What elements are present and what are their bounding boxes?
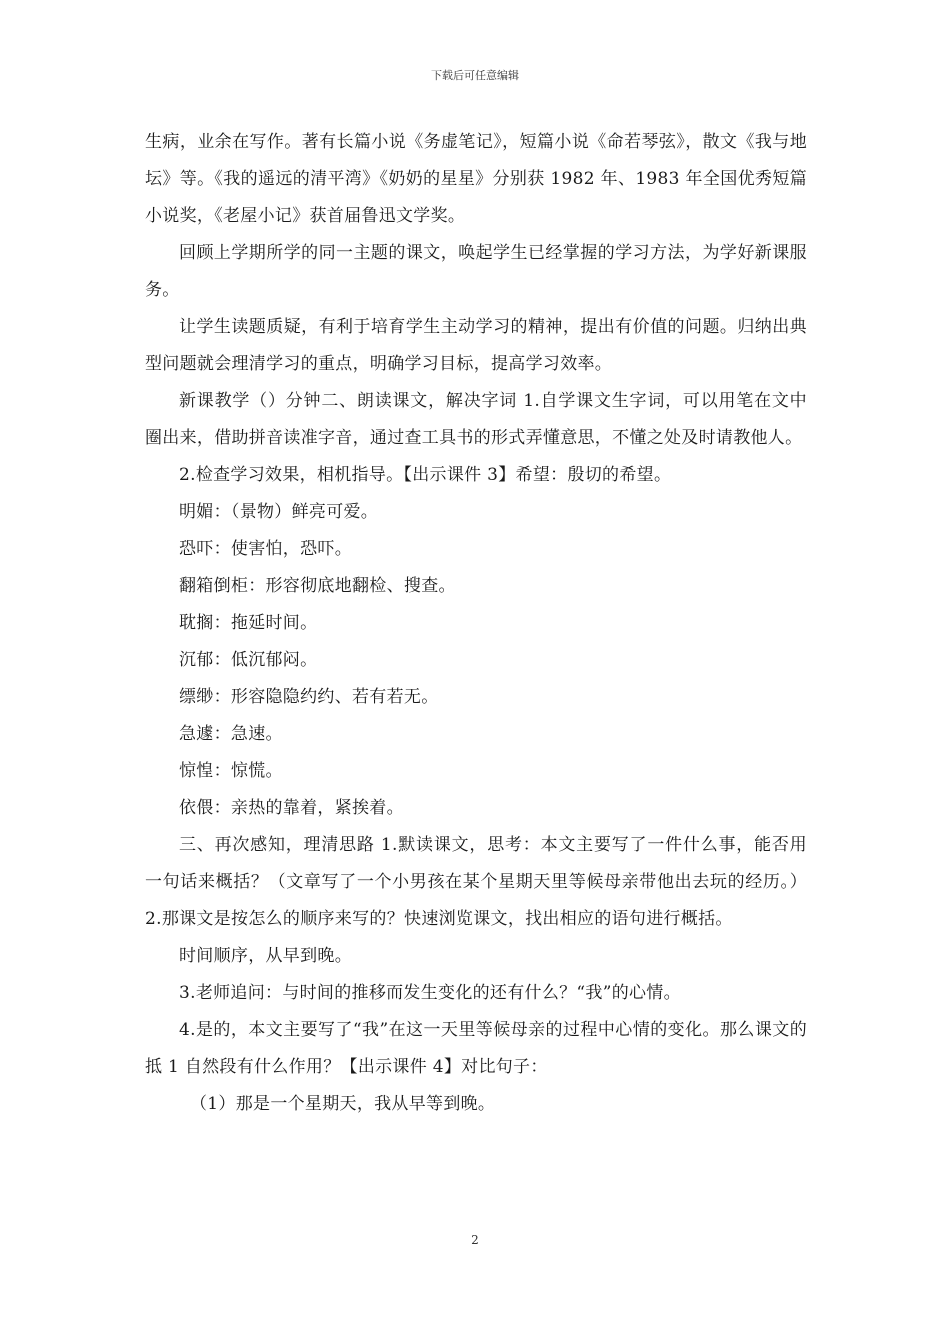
vocab-item: 缥缈：形容隐隐约约、若有若无。: [179, 687, 439, 707]
vocab-item: 惊惶：惊慌。: [179, 761, 283, 781]
paragraph-1: 生病，业余在写作。著有长篇小说《务虚笔记》，短篇小说《命若琴弦》，散文《我与地坛》等。《我的遥远的清平湾》《奶奶的星星》分别获 1982 年、1983 年全国优秀短篇小说奖，《老屋小记》获首届鲁迅文学奖。: [145, 132, 807, 226]
page-number: 2: [471, 1233, 479, 1247]
page-header: 下载后可任意编辑: [431, 69, 519, 82]
paragraph-question-4: 4.是的，本文主要写了“我”在这一天里等候母亲的过程中心情的变化。那么课文的抵 1 自然段有什么作用？【出示课件 4】对比句子：: [145, 1020, 807, 1077]
paragraph-3: 让学生读题质疑，有利于培育学生主动学习的精神，提出有价值的问题。归纳出典型问题就会理清学习的重点，明确学习目标，提高学习效率。: [145, 317, 807, 374]
paragraph-5: 2.检查学习效果，相机指导。【出示课件 3】希望：殷切的希望。: [179, 465, 672, 485]
vocab-item: 急遽：急速。: [179, 724, 283, 744]
paragraph-question-3: 3.老师追问：与时间的推移而发生变化的还有什么？“我”的心情。: [179, 983, 681, 1003]
paragraph-answer: 时间顺序，从早到晚。: [179, 946, 352, 966]
paragraph-2: 回顾上学期所学的同一主题的课文，唤起学生已经掌握的学习方法，为学好新课服务。: [145, 243, 807, 300]
document-body: [145, 124, 807, 1123]
paragraph-section-3: 三、再次感知，理清思路 1.默读课文，思考：本文主要写了一件什么事，能否用一句话来概括？（文章写了一个小男孩在某个星期天里等候母亲带他出去玩的经历。）2.那课文是按怎么的顺序来写的？快速浏览课文，找出相应的语句进行概括。: [145, 835, 807, 929]
vocab-item: 恐吓：使害怕，恐吓。: [179, 539, 352, 559]
vocab-item: 沉郁：低沉郁闷。: [179, 650, 318, 670]
vocab-item: 依偎：亲热的靠着，紧挨着。: [179, 798, 404, 818]
paragraph-example-1: （1）那是一个星期天，我从早等到晚。: [190, 1094, 496, 1114]
vocab-item: 翻箱倒柜：形容彻底地翻检、搜查。: [179, 576, 456, 596]
vocab-item: 耽搁：拖延时间。: [179, 613, 318, 633]
paragraph-4: 新课教学（）分钟二、朗读课文，解决字词 1.自学课文生字词，可以用笔在文中圈出来，借助拼音读准字音，通过查工具书的形式弄懂意思，不懂之处及时请教他人。: [145, 391, 807, 448]
vocab-item: 明媚：（景物）鲜亮可爱。: [179, 502, 379, 522]
